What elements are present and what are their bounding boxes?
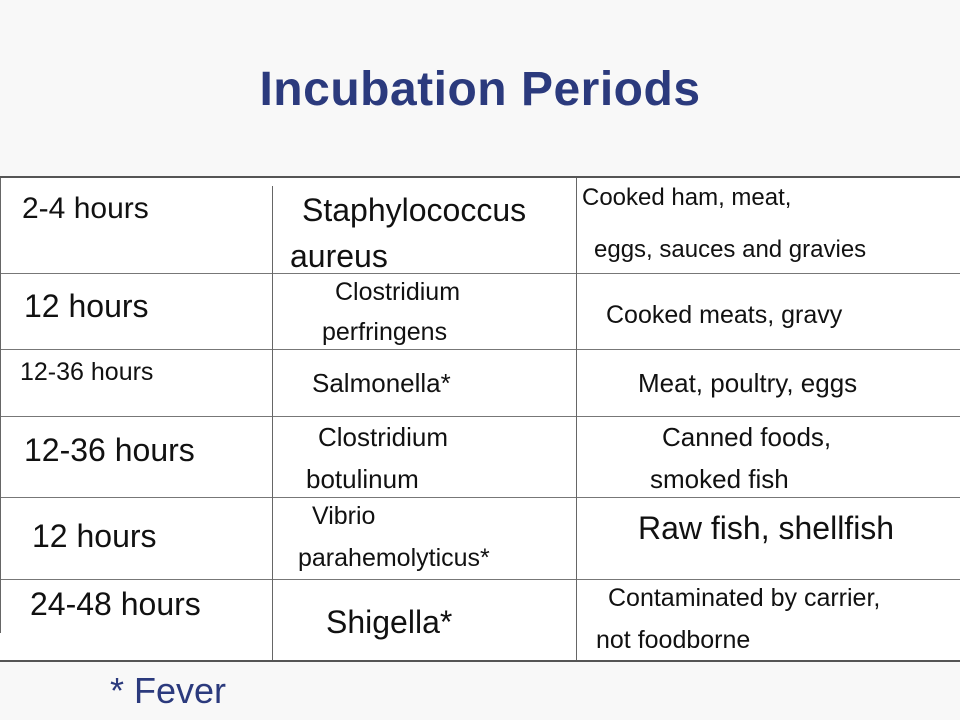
organism-cell: botulinum xyxy=(306,464,419,494)
incubation-table xyxy=(0,176,960,662)
time-cell: 12-36 hours xyxy=(24,432,195,468)
organism-cell: Shigella* xyxy=(326,604,453,640)
food-cell: Raw fish, shellfish xyxy=(638,510,895,546)
time-cell: 2-4 hours xyxy=(22,192,149,225)
footnote-fever: * Fever xyxy=(110,670,227,711)
column-divider xyxy=(576,178,577,660)
organism-cell: perfringens xyxy=(322,318,448,346)
food-cell: Meat, poultry, eggs xyxy=(638,368,858,398)
food-cell: not foodborne xyxy=(596,626,751,654)
food-cell: eggs, sauces and gravies xyxy=(594,236,867,263)
column-divider xyxy=(272,186,273,660)
organism-cell: Clostridium xyxy=(318,422,449,452)
time-cell: 24-48 hours xyxy=(30,586,201,622)
page-title: Incubation Periods xyxy=(259,63,701,116)
organism-cell: Clostridium xyxy=(335,278,461,306)
food-cell: smoked fish xyxy=(650,464,789,494)
food-cell: Canned foods, xyxy=(662,422,832,452)
organism-cell: Staphylococcus xyxy=(302,192,527,228)
time-cell: 12 hours xyxy=(24,288,149,324)
organism-cell: Salmonella* xyxy=(312,368,451,398)
time-cell: 12-36 hours xyxy=(20,358,154,386)
food-cell: Cooked ham, meat, xyxy=(582,184,792,211)
table-left-border xyxy=(0,178,1,633)
organism-cell: aureus xyxy=(290,238,388,274)
food-cell: Contaminated by carrier, xyxy=(608,584,881,612)
time-cell: 12 hours xyxy=(32,518,157,554)
organism-cell: parahemolyticus* xyxy=(298,544,490,572)
food-cell: Cooked meats, gravy xyxy=(606,301,843,329)
organism-cell: Vibrio xyxy=(312,502,376,530)
